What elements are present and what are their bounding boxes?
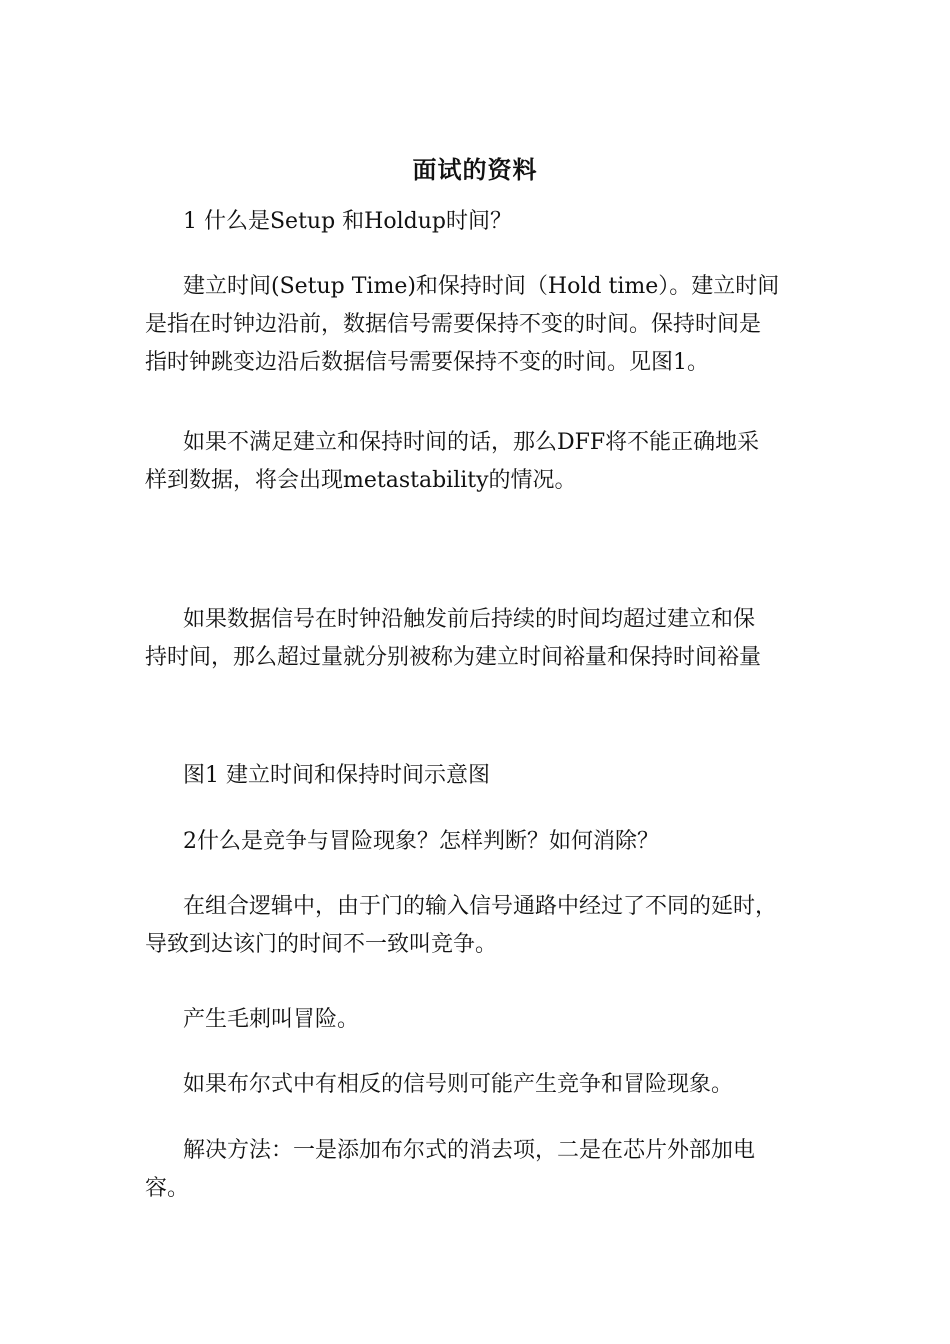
text-line: 指时钟跳变边沿后数据信号需要保持不变的时间。见图1。 (145, 350, 709, 375)
text-line: 建立时间(Setup Time)和保持时间（Hold time）。建立时间 (183, 274, 780, 299)
text-line: 图1 建立时间和保持时间示意图 (183, 763, 490, 788)
text-line: 2什么是竞争与冒险现象？怎样判断？如何消除？ (183, 829, 659, 854)
text-line: 样到数据，将会出现metastability的情况。 (145, 468, 577, 493)
document-title: 面试的资料 (412, 155, 538, 184)
text-line: 如果不满足建立和保持时间的话，那么DFF将不能正确地采 (183, 430, 760, 455)
text-line: 解决方法：一是添加布尔式的消去项，二是在芯片外部加电 (183, 1138, 756, 1163)
text-line: 在组合逻辑中，由于门的输入信号通路中经过了不同的延时， (183, 894, 778, 919)
text-line: 如果数据信号在时钟沿触发前后持续的时间均超过建立和保 (183, 607, 756, 632)
paragraph-metastability (145, 424, 815, 500)
question-1 (145, 203, 815, 241)
text-line: 导致到达该门的时间不一致叫竞争。 (145, 932, 498, 957)
text-line: 容。 (145, 1176, 190, 1201)
text-line: 产生毛刺叫冒险。 (183, 1007, 360, 1032)
paragraph-slack (145, 601, 815, 677)
paragraph-hazard-condition (145, 1066, 815, 1104)
text-line: 持时间，那么超过量就分别被称为建立时间裕量和保持时间裕量 (145, 645, 762, 670)
paragraph-hazard-definition (145, 1001, 815, 1039)
paragraph-setup-hold-definition (145, 268, 815, 382)
text-line: 是指在时钟边沿前，数据信号需要保持不变的时间。保持时间是 (145, 312, 762, 337)
figure-1-caption (145, 757, 815, 795)
paragraph-race-definition (145, 888, 815, 964)
text-line: 1 什么是Setup 和Holdup时间？ (183, 209, 512, 234)
paragraph-solution (145, 1132, 815, 1208)
question-2 (145, 823, 815, 861)
text-line: 如果布尔式中有相反的信号则可能产生竞争和冒险现象。 (183, 1072, 734, 1097)
